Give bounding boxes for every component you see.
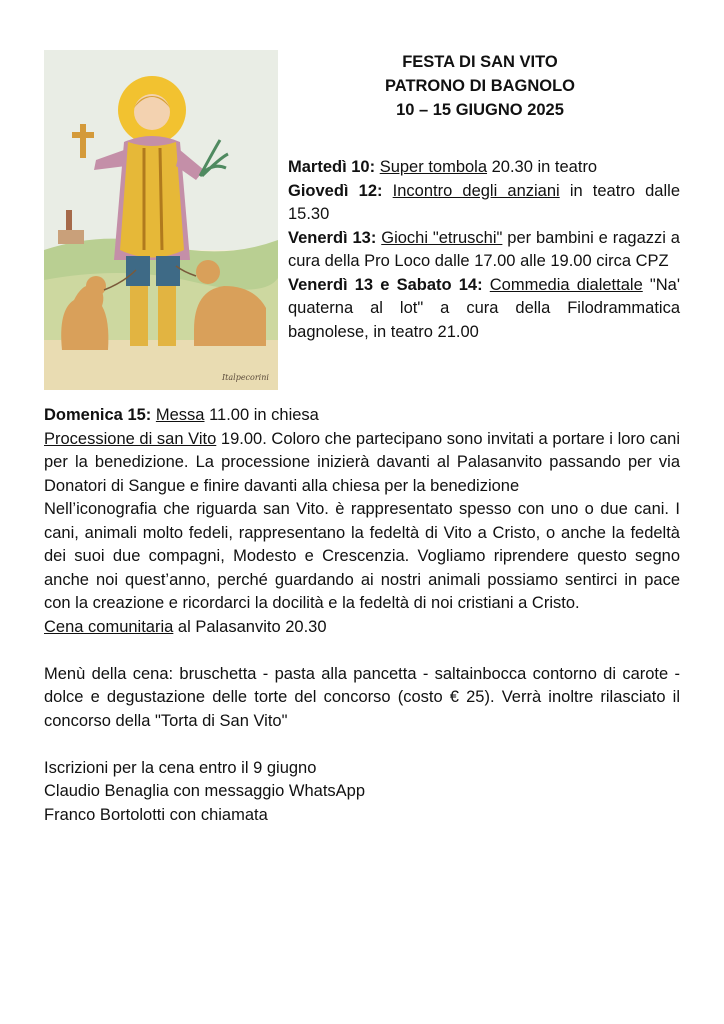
event-day: Venerdì 13: [288, 228, 377, 247]
title-line-2: PATRONO DI BAGNOLO [384, 77, 576, 95]
event-details: in teatro dalle 15.30 [288, 181, 680, 223]
dinner-title: Cena comunitaria [44, 617, 174, 636]
iconography-paragraph: Nell’iconografia che riguarda san Vito. è rappresentato spesso con uno o due cani. I cani, animali molto fedeli, rappresentano la fedeltà di Vito a Cristo, o anche la fedeltà dei suoi due compagni, Modesto e Crescenzia. Vogliamo riprendere questo segno anche noi quest’anno, perché guardando ai nostri animali possiamo sentirci in pace con la creazione e ricordarci la docilità e la fedeltà di noi cristiani a Cristo. [44, 500, 680, 612]
event-title: Commedia dialettale [489, 275, 643, 294]
event-tuesday [288, 156, 680, 180]
dinner-paragraph [44, 616, 680, 640]
main-text [44, 404, 680, 827]
event-friday-saturday [288, 274, 680, 345]
event-details: per bambini e ragazzi a cura della Pro Loco dalle 17.00 alle 19.00 circa CPZ [288, 228, 680, 270]
spacer [44, 733, 680, 757]
event-day: Giovedì 12: [288, 181, 383, 200]
dinner-details: al Palasanvito 20.30 [173, 617, 327, 636]
event-title: Super tombola [379, 158, 488, 176]
event-day: Domenica 15: [44, 406, 152, 424]
registration-line-3: Franco Bortolotti con chiamata [44, 805, 268, 824]
procession-title: Processione di san Vito [44, 429, 217, 448]
title-line-1: FESTA DI SAN VITO [402, 53, 558, 71]
event-thursday [288, 180, 680, 227]
events-column [288, 156, 680, 344]
title-line-3: 10 – 15 GIUGNO 2025 [396, 101, 564, 119]
event-day: Martedì 10: [288, 158, 376, 176]
event-details: "Na' quaterna al lot" a cura della Filodrammatica bagnolese, in teatro 21.00 [288, 275, 680, 341]
painting-signature: Italpecorini [222, 373, 269, 382]
event-title: Giochi "etruschi" [381, 228, 503, 247]
procession-paragraph [44, 428, 680, 499]
event-sunday [44, 404, 680, 428]
registration-line-1: Iscrizioni per la cena entro il 9 giugno [44, 758, 317, 777]
event-title: Messa [155, 406, 205, 424]
event-day: Venerdì 13 e Sabato 14: [288, 275, 483, 294]
procession-details: 19.00. Coloro che partecipano sono invitati a portare i loro cani per la benedizione. La processione inizierà davanti al Palasanvito passando per via Donatori di Sangue e finire davanti alla chiesa per la benedizione [44, 429, 680, 495]
flyer-title [280, 50, 680, 122]
event-details: 20.30 in teatro [487, 158, 598, 176]
san-vito-painting [44, 50, 278, 390]
event-title: Incontro degli anziani [392, 181, 560, 200]
event-details: 11.00 in chiesa [204, 406, 319, 424]
registration-line-2: Claudio Benaglia con messaggio WhatsApp [44, 782, 366, 800]
menu-paragraph: Menù della cena: bruschetta - pasta alla pancetta - saltainbocca contorno di carote - dolce e degustazione delle torte del concorso (costo € 25). Verrà inoltre rilasciato il concorso della "Torta di San Vito" [44, 664, 680, 730]
event-friday [288, 227, 680, 274]
spacer [44, 639, 680, 663]
painting-illustration [44, 50, 278, 390]
